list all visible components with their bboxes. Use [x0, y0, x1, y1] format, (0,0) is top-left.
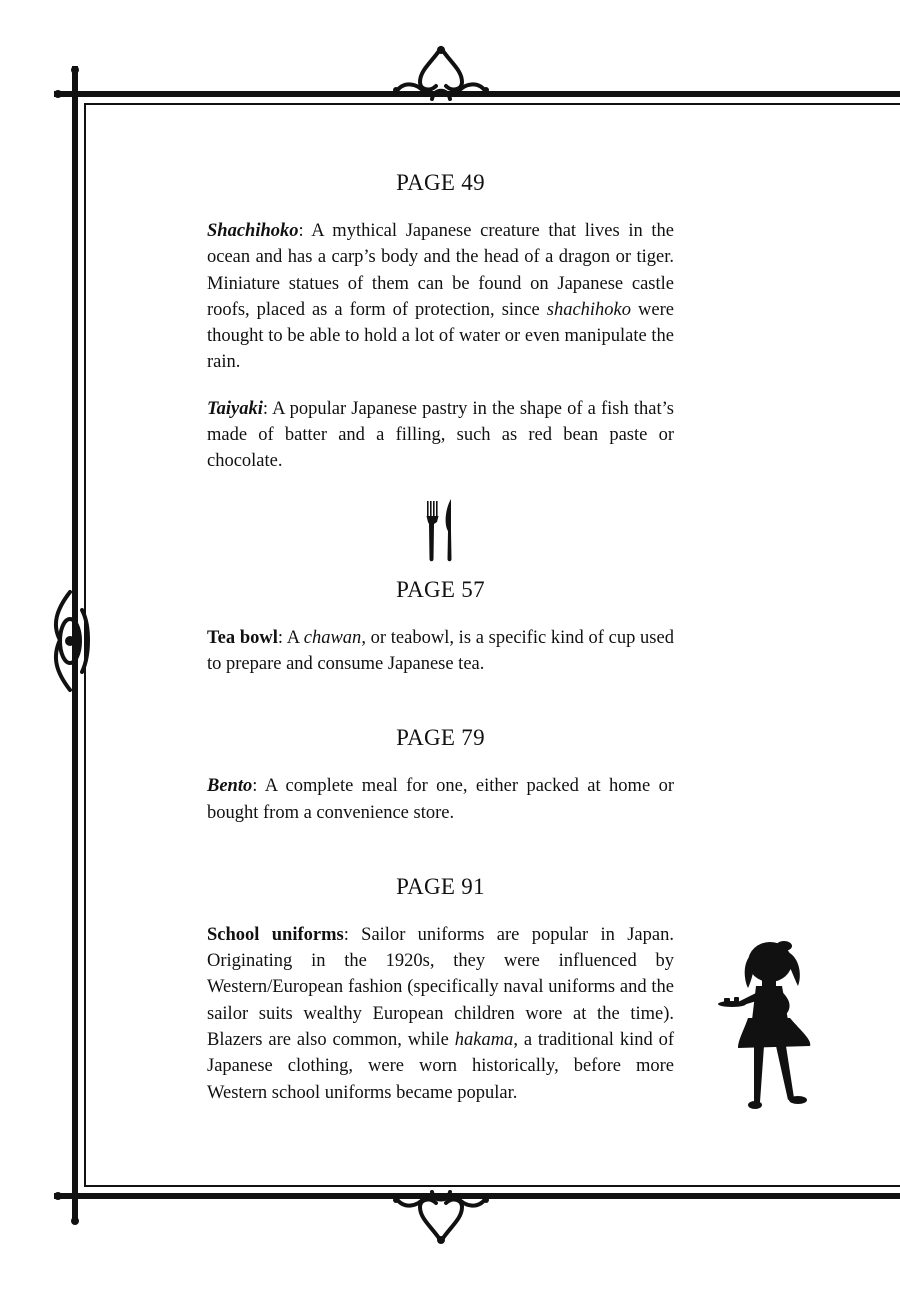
glossary-entry-tea-bowl — [207, 625, 674, 678]
definition-text: : Sailor uniforms are popular in Japan. Originating in the 1920s, they were influenced by Western/European fashion (specifically naval uniforms and the sailor suits wealthy European children wore at the time). Blazers are also common, while — [207, 924, 674, 1051]
page-heading-49: PAGE 49 — [396, 170, 485, 195]
glossary-content — [207, 168, 674, 1106]
maid-silhouette — [718, 940, 818, 1112]
glossary-entry-bento — [207, 773, 674, 826]
definition-text: : A mythical Japanese creature that lives in the ocean and has a carp’s body and the head of a dragon or tiger. Miniature statues of them can be found on Japanese castle roofs, placed as a form of protection, since — [207, 221, 674, 320]
definition-text: , a traditional kind of Japanese clothing, were worn historically, before more Western school uniforms became popular. — [207, 1030, 675, 1103]
definition-emphasis: shachihoko — [546, 299, 632, 320]
definition-text: : A — [277, 627, 304, 648]
definition-text: : A complete meal for one, either packed at home or bought from a convenience store. — [207, 776, 674, 823]
definition-text: were thought to be able to hold a lot of water or even manipulate the rain. — [207, 299, 674, 373]
glossary-entry-school-uniforms — [207, 922, 674, 1106]
definition-text: , or teabowl, is a specific kind of cup used to prepare and consume Japanese tea. — [207, 627, 674, 674]
term: Shachihoko — [207, 221, 299, 241]
definition-emphasis: hakama — [454, 1030, 514, 1051]
page-heading-79: PAGE 79 — [396, 725, 485, 751]
page-heading-91: PAGE 91 — [396, 873, 485, 899]
glossary-entry-taiyaki — [207, 396, 674, 475]
term: Tea bowl — [207, 627, 278, 648]
term: Taiyaki — [207, 398, 263, 419]
term: School uniforms — [207, 924, 344, 945]
term: Bento — [207, 776, 253, 797]
page-heading-57: PAGE 57 — [396, 576, 485, 602]
definition-text: : A popular Japanese pastry in the shape of a fish that’s made of batter and a filling, such as red bean paste or chocolate. — [207, 398, 674, 472]
glossary-entry-shachihoko — [207, 218, 674, 376]
bottom-ornament — [396, 1192, 486, 1241]
fork-knife-icon — [421, 497, 461, 563]
definition-emphasis: chawan — [303, 627, 362, 648]
